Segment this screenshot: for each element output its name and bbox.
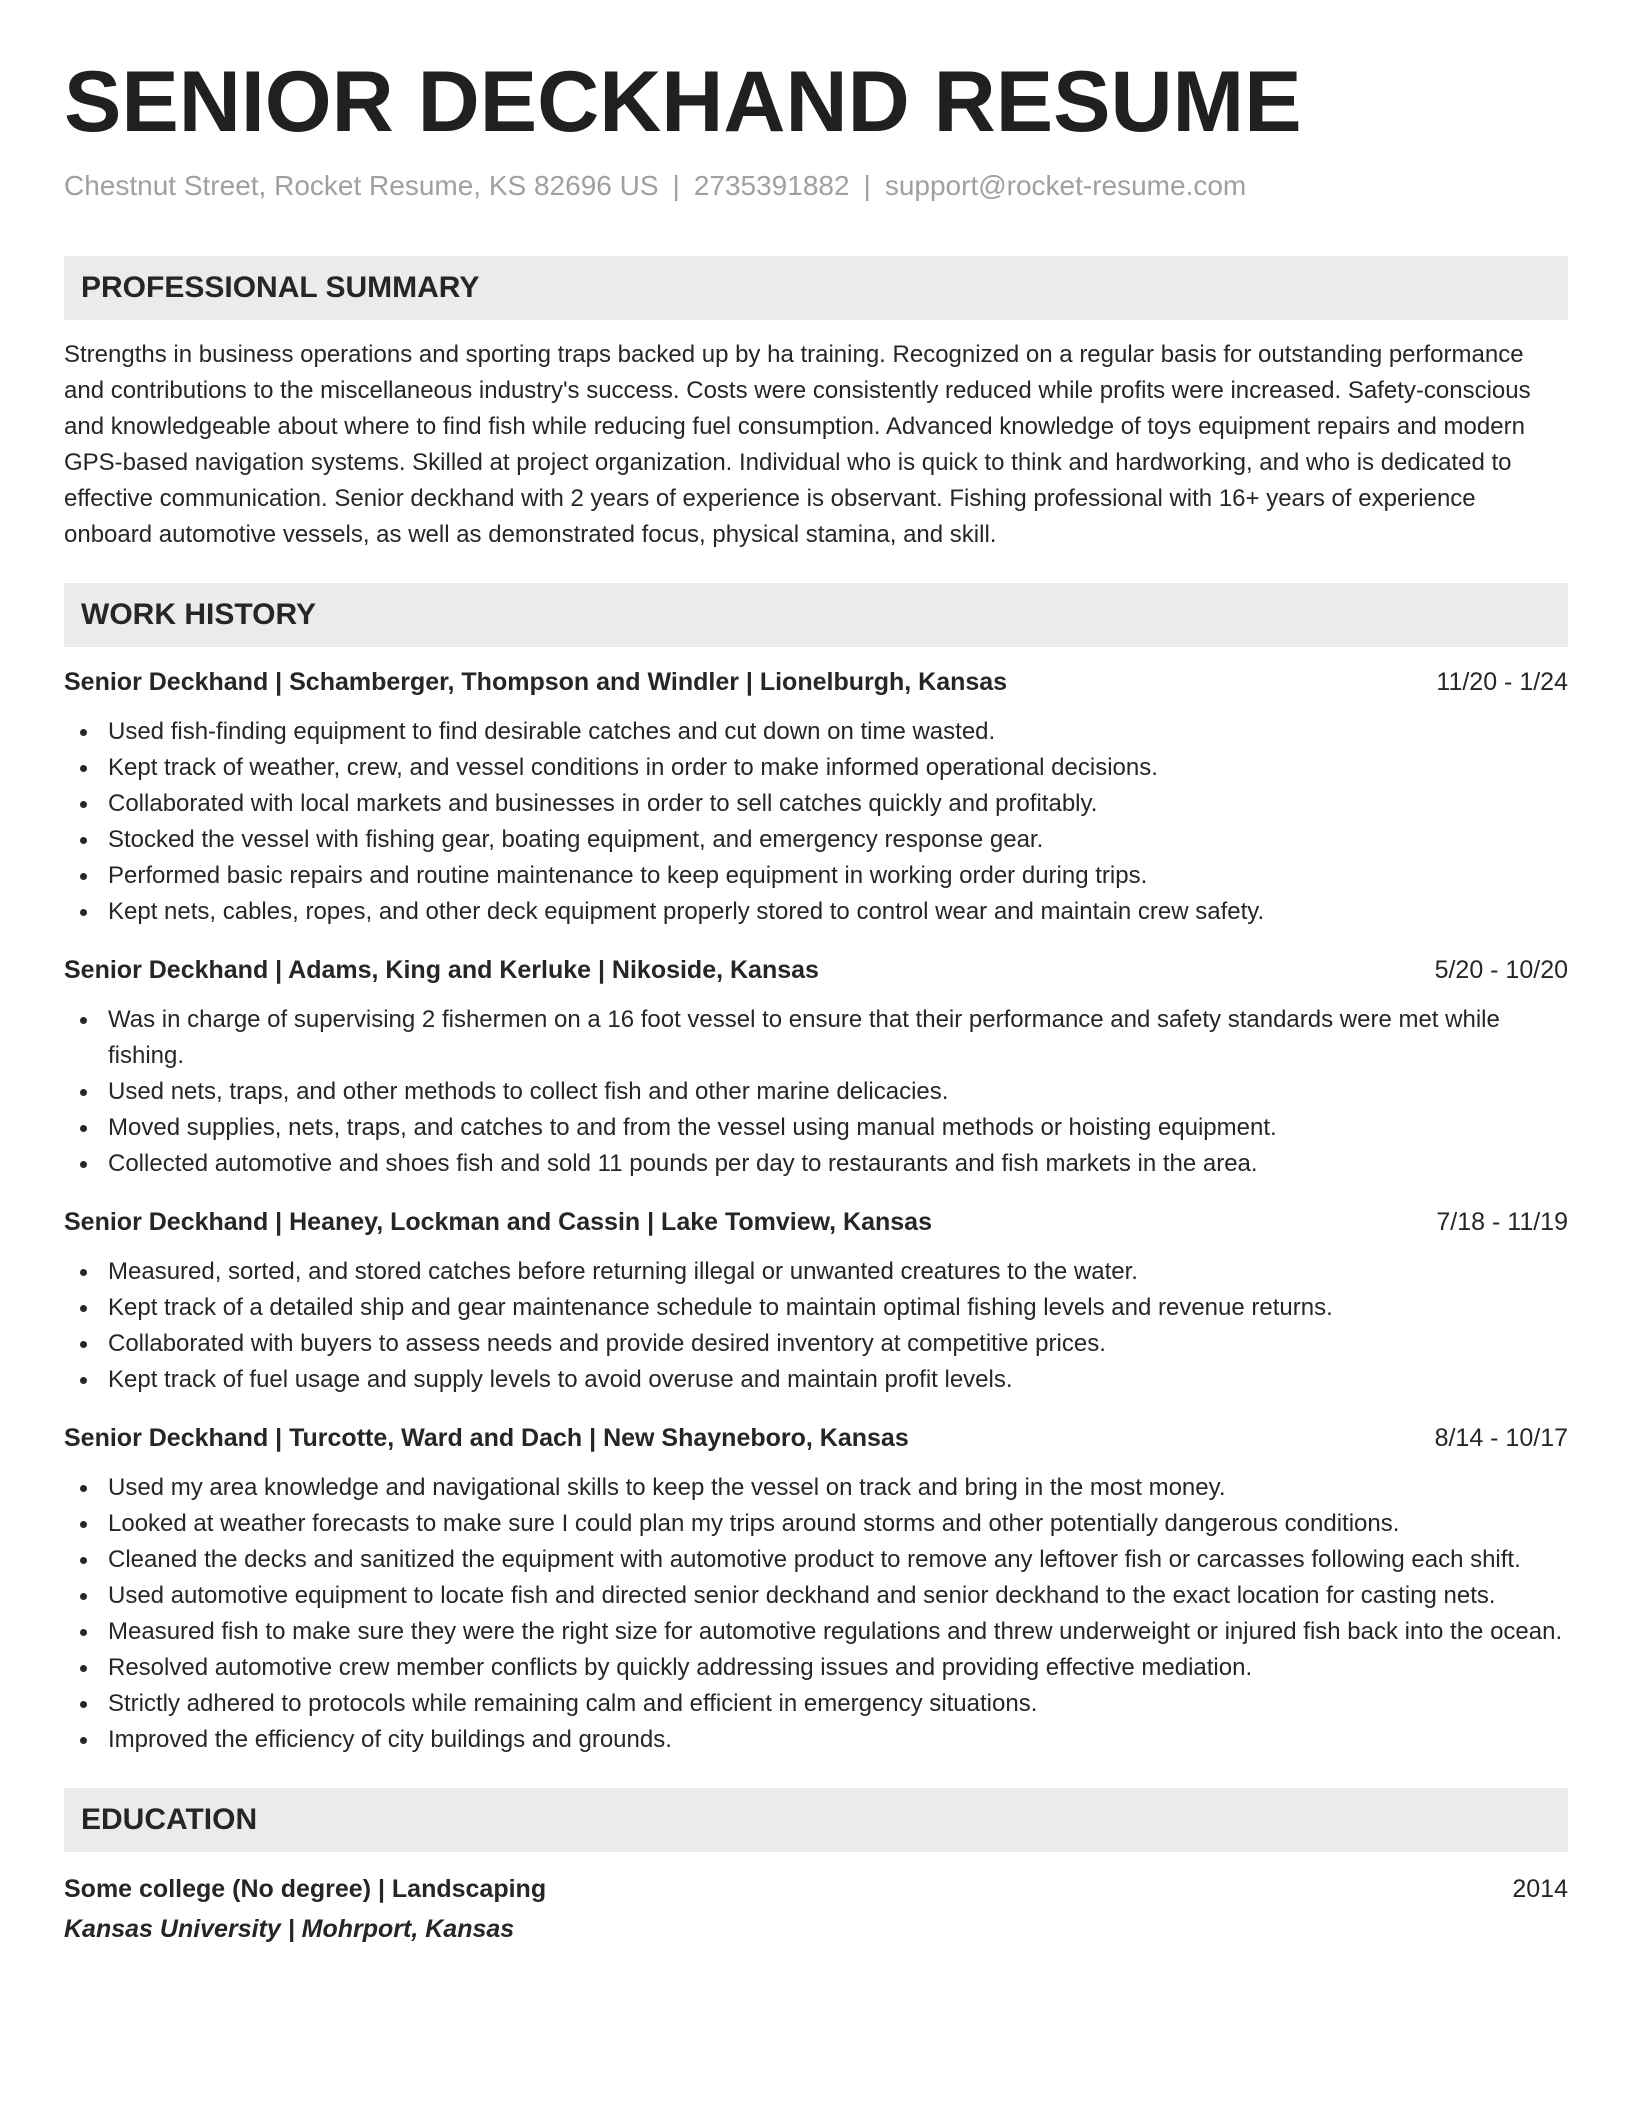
job-header (64, 1204, 1568, 1240)
job-title: Senior Deckhand | Schamberger, Thompson and Windler | Lionelburgh, Kansas (64, 668, 1008, 696)
education-header (64, 1869, 1568, 1909)
job-header (64, 1420, 1568, 1456)
work-history-heading: WORK HISTORY (64, 583, 1568, 647)
job-dates: 5/20 - 10/20 (1434, 956, 1568, 984)
list-item: Collaborated with buyers to assess needs and provide desired inventory at competitive prices. (64, 1326, 1568, 1362)
list-item: Looked at weather forecasts to make sure I could plan my trips around storms and other potentially dangerous conditions. (64, 1506, 1568, 1542)
job-bullets (64, 1470, 1568, 1758)
job-header (64, 664, 1568, 700)
list-item: Measured fish to make sure they were the right size for automotive regulations and threw underweight or injured fish back into the ocean. (64, 1614, 1568, 1650)
job-bullets (64, 1254, 1568, 1398)
job-entry (64, 1420, 1568, 1758)
list-item: Kept track of weather, crew, and vessel conditions in order to make informed operational decisions. (64, 750, 1568, 786)
list-item: Collected automotive and shoes fish and sold 11 pounds per day to restaurants and fish markets in the area. (64, 1146, 1568, 1182)
job-dates: 7/18 - 11/19 (1436, 1208, 1568, 1236)
contact-line (64, 168, 1568, 204)
summary-text: Strengths in business operations and sporting traps backed up by ha training. Recognized on a regular basis for outstanding performance and contributions to the miscellaneous industry's success. Costs were consistently reduced while profits were increased. Safety-conscious and knowledgeable about where to find fish while reducing fuel consumption. Advanced knowledge of toys equipment repairs and modern GPS-based navigation systems. Skilled at project organization. Individual who is quick to think and hardworking, and who is dedicated to effective communication. Senior deckhand with 2 years of experience is observant. Fishing professional with 16+ years of experience onboard automotive vessels, as well as demonstrated focus, physical stamina, and skill. (64, 341, 1531, 548)
list-item: Used my area knowledge and navigational skills to keep the vessel on track and bring in the most money. (64, 1470, 1568, 1506)
contact-email: support@rocket-resume.com (884, 170, 1247, 201)
job-entry (64, 952, 1568, 1182)
contact-separator: | (863, 170, 871, 201)
education-year: 2014 (1512, 1875, 1568, 1903)
list-item: Stocked the vessel with fishing gear, boating equipment, and emergency response gear. (64, 822, 1568, 858)
job-title: Senior Deckhand | Adams, King and Kerluke | Nikoside, Kansas (64, 956, 819, 984)
list-item: Kept track of fuel usage and supply levels to avoid overuse and maintain profit levels. (64, 1362, 1568, 1398)
job-bullets (64, 1002, 1568, 1182)
list-item: Was in charge of supervising 2 fishermen on a 16 foot vessel to ensure that their performance and safety standards were met while fishing. (64, 1002, 1568, 1074)
summary-heading: PROFESSIONAL SUMMARY (64, 256, 1568, 320)
job-title: Senior Deckhand | Heaney, Lockman and Cassin | Lake Tomview, Kansas (64, 1208, 932, 1236)
list-item: Used nets, traps, and other methods to collect fish and other marine delicacies. (64, 1074, 1568, 1110)
list-item: Kept track of a detailed ship and gear maintenance schedule to maintain optimal fishing levels and revenue returns. (64, 1290, 1568, 1326)
job-dates: 8/14 - 10/17 (1434, 1424, 1568, 1452)
list-item: Resolved automotive crew member conflicts by quickly addressing issues and providing effective mediation. (64, 1650, 1568, 1686)
list-item: Kept nets, cables, ropes, and other deck equipment properly stored to control wear and maintain crew safety. (64, 894, 1568, 930)
job-dates: 11/20 - 1/24 (1436, 668, 1568, 696)
list-item: Collaborated with local markets and businesses in order to sell catches quickly and profitably. (64, 786, 1568, 822)
job-title: Senior Deckhand | Turcotte, Ward and Dach | New Shayneboro, Kansas (64, 1424, 909, 1452)
list-item: Used fish-finding equipment to find desirable catches and cut down on time wasted. (64, 714, 1568, 750)
list-item: Used automotive equipment to locate fish and directed senior deckhand and senior deckhand to the exact location for casting nets. (64, 1578, 1568, 1614)
job-bullets (64, 714, 1568, 930)
education-entry (64, 1869, 1568, 1949)
list-item: Strictly adhered to protocols while remaining calm and efficient in emergency situations. (64, 1686, 1568, 1722)
contact-phone: 2735391882 (693, 170, 850, 201)
education-heading: EDUCATION (64, 1788, 1568, 1852)
contact-separator: | (672, 170, 680, 201)
list-item: Measured, sorted, and stored catches before returning illegal or unwanted creatures to the water. (64, 1254, 1568, 1290)
list-item: Cleaned the decks and sanitized the equipment with automotive product to remove any leftover fish or carcasses following each shift. (64, 1542, 1568, 1578)
list-item: Performed basic repairs and routine maintenance to keep equipment in working order during trips. (64, 858, 1568, 894)
education-degree: Some college (No degree) | Landscaping (64, 1875, 547, 1903)
job-header (64, 952, 1568, 988)
contact-address: Chestnut Street, Rocket Resume, KS 82696 US (64, 170, 659, 201)
page-title: SENIOR DECKHAND RESUME (64, 54, 1302, 150)
list-item: Moved supplies, nets, traps, and catches to and from the vessel using manual methods or hoisting equipment. (64, 1110, 1568, 1146)
job-entry (64, 664, 1568, 930)
education-school: Kansas University | Mohrport, Kansas (64, 1915, 515, 1943)
list-item: Improved the efficiency of city buildings and grounds. (64, 1722, 1568, 1758)
job-entry (64, 1204, 1568, 1398)
